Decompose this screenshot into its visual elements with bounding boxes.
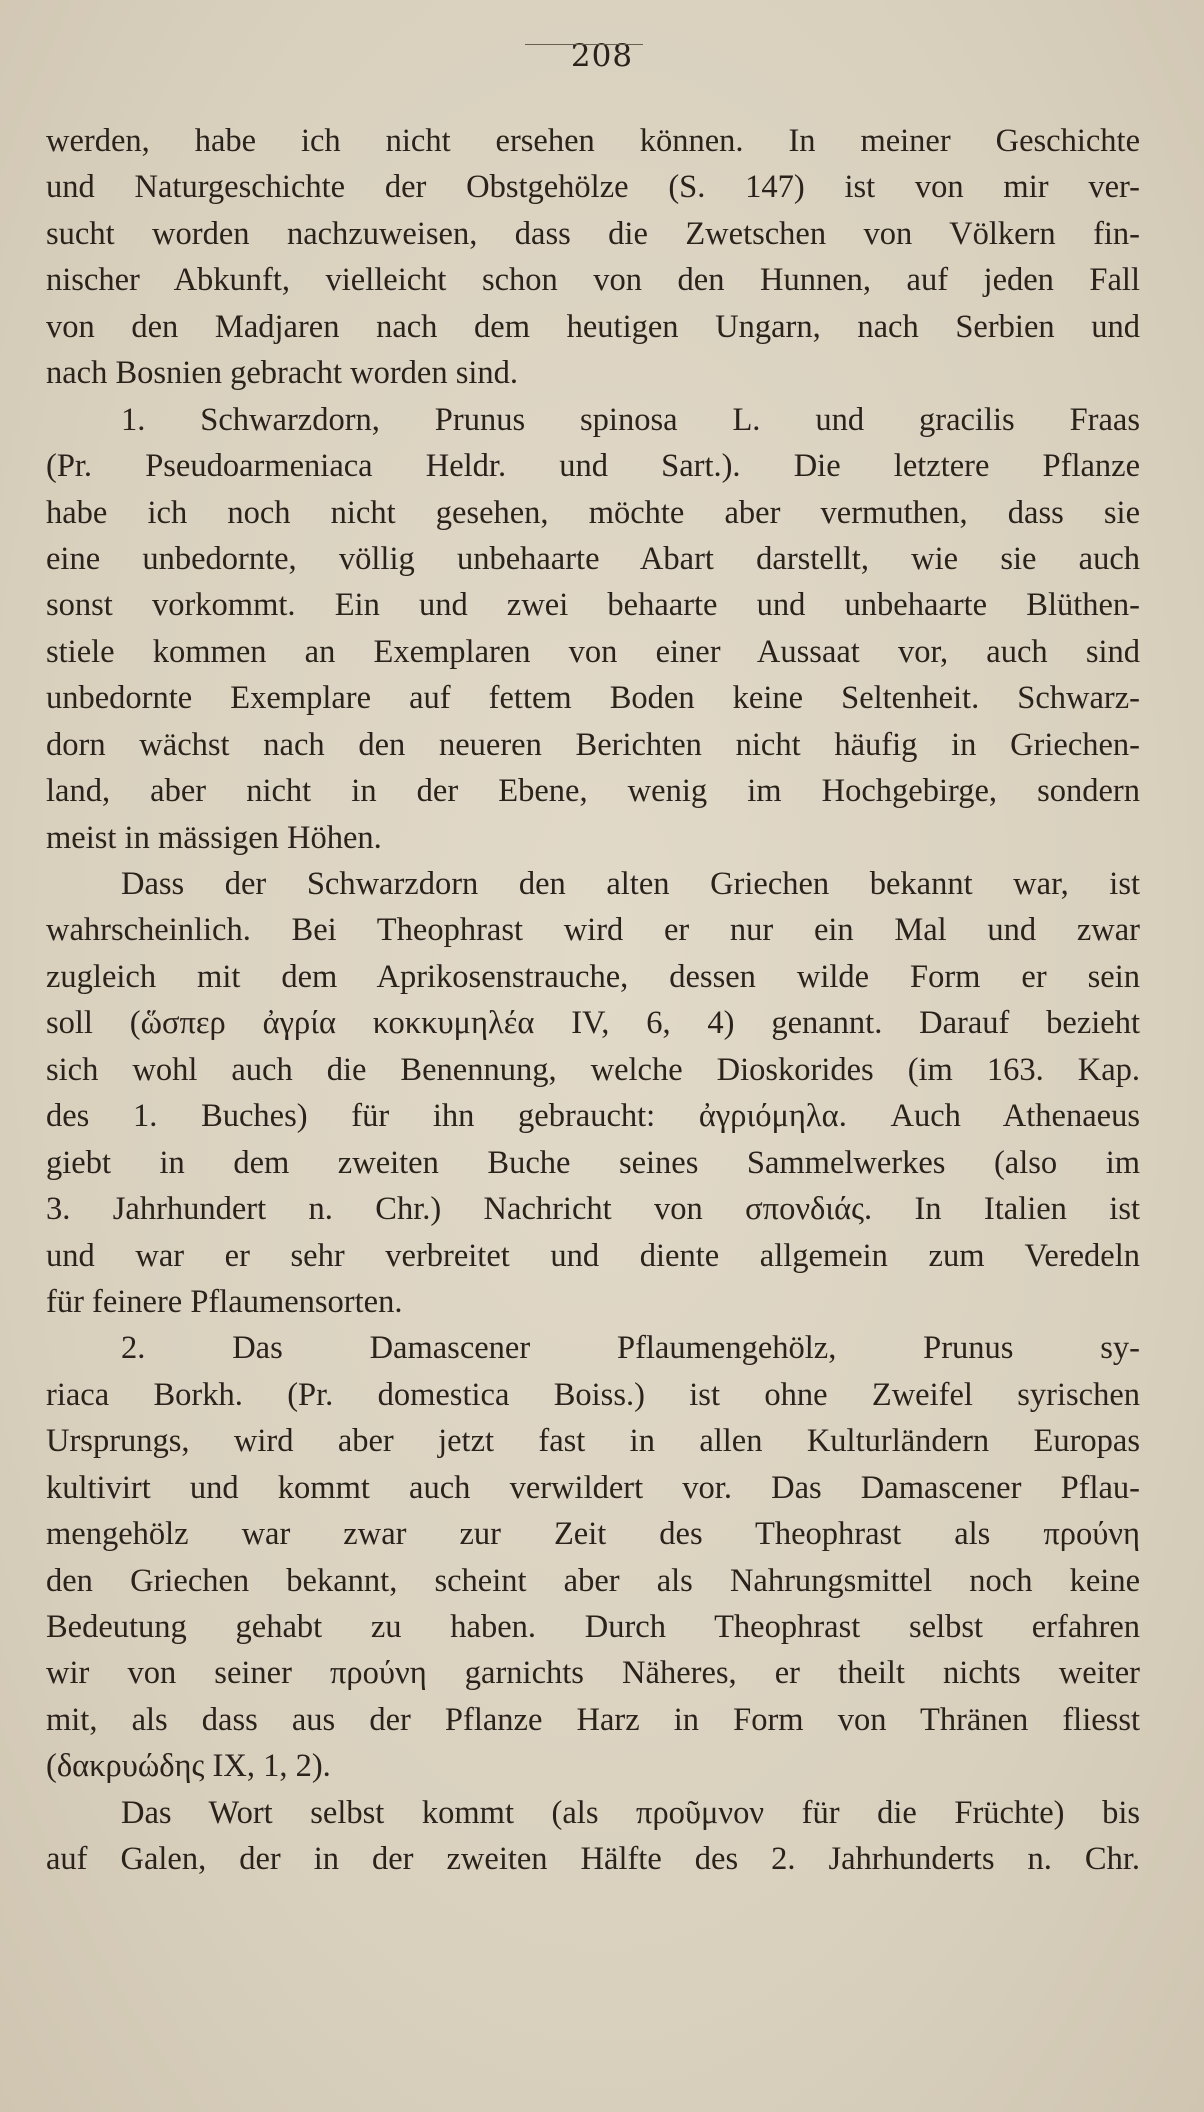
text-line: und Naturgeschichte der Obstgehölze (S. 147) ist von mir ver-: [46, 169, 1140, 206]
text-line: sich wohl auch die Benennung, welche Dioskorides (im 163. Kap.: [46, 1051, 1140, 1088]
text-line: kultivirt und kommt auch verwildert vor. Das Damascener Pflau-: [46, 1469, 1140, 1506]
text-line: eine unbedornte, völlig unbehaarte Abart darstellt, wie sie auch: [46, 540, 1140, 577]
text-line: Ursprungs, wird aber jetzt fast in allen Kulturländern Europas: [46, 1423, 1140, 1460]
text-line: 2. Das Damascener Pflaumengehölz, Prunus sy-: [121, 1330, 1140, 1367]
header-rule: [525, 44, 643, 45]
text-line: unbedornte Exemplare auf fettem Boden keine Seltenheit. Schwarz-: [46, 680, 1140, 717]
text-line: Das Wort selbst kommt (als προῦμνον für die Früchte) bis: [121, 1794, 1140, 1831]
text-line: 3. Jahrhundert n. Chr.) Nachricht von σπονδιάς. In Italien ist: [46, 1191, 1140, 1228]
body-text: [46, 118, 1140, 1883]
text-line: den Griechen bekannt, scheint aber als Nahrungsmittel noch keine: [46, 1562, 1140, 1599]
text-line: wir von seiner προύνη garnichts Näheres, er theilt nichts weiter: [46, 1655, 1140, 1692]
text-line: wahrscheinlich. Bei Theophrast wird er nur ein Mal und zwar: [46, 912, 1140, 949]
text-line: (Pr. Pseudoarmeniaca Heldr. und Sart.). Die letztere Pflanze: [46, 448, 1140, 485]
text-line: meist in mässigen Höhen.: [46, 819, 382, 856]
text-line: auf Galen, der in der zweiten Hälfte des 2. Jahrhunderts n. Chr.: [46, 1841, 1140, 1878]
text-line: werden, habe ich nicht ersehen können. In meiner Geschichte: [46, 123, 1140, 159]
text-line: und war er sehr verbreitet und diente allgemein zum Veredeln: [46, 1237, 1140, 1274]
text-line: nach Bosnien gebracht worden sind.: [46, 355, 519, 392]
text-line: sonst vorkommt. Ein und zwei behaarte und unbehaarte Blüthen-: [46, 587, 1140, 624]
text-line: habe ich noch nicht gesehen, möchte aber vermuthen, dass sie: [46, 494, 1140, 531]
text-line: riaca Borkh. (Pr. domestica Boiss.) ist ohne Zweifel syrischen: [46, 1376, 1140, 1413]
text-line: des 1. Buches) für ihn gebraucht: ἀγριόμηλα. Auch Athenaeus: [46, 1098, 1140, 1135]
text-line: giebt in dem zweiten Buche seines Sammelwerkes (also im: [46, 1144, 1140, 1181]
page-number: 208: [570, 38, 634, 74]
text-line: (δακρυώδης IX, 1, 2).: [46, 1748, 331, 1785]
text-line: land, aber nicht in der Ebene, wenig im Hochgebirge, sondern: [46, 773, 1140, 810]
text-line: sucht worden nachzuweisen, dass die Zwetschen von Völkern fin-: [46, 215, 1140, 252]
text-line: Dass der Schwarzdorn den alten Griechen bekannt war, ist: [121, 866, 1140, 902]
text-line: nischer Abkunft, vielleicht schon von den Hunnen, auf jeden Fall: [46, 262, 1140, 299]
text-line: mit, als dass aus der Pflanze Harz in Form von Thränen fliesst: [46, 1701, 1140, 1738]
text-line: für feinere Pflaumensorten.: [46, 1283, 403, 1320]
text-line: mengehölz war zwar zur Zeit des Theophrast als προύνη: [46, 1516, 1140, 1553]
text-line: stiele kommen an Exemplaren von einer Aussaat vor, auch sind: [46, 633, 1140, 670]
text-line: zugleich mit dem Aprikosenstrauche, dessen wilde Form er sein: [46, 958, 1140, 995]
text-line: Bedeutung gehabt zu haben. Durch Theophrast selbst erfahren: [46, 1609, 1140, 1645]
text-line: 1. Schwarzdorn, Prunus spinosa L. und gracilis Fraas: [121, 401, 1140, 438]
text-line: von den Madjaren nach dem heutigen Ungarn, nach Serbien und: [46, 308, 1140, 345]
text-line: soll (ὥσπερ ἀγρία κοκκυμηλέα IV, 6, 4) genannt. Darauf bezieht: [46, 1005, 1140, 1042]
text-line: dorn wächst nach den neueren Berichten nicht häufig in Griechen-: [46, 726, 1140, 763]
